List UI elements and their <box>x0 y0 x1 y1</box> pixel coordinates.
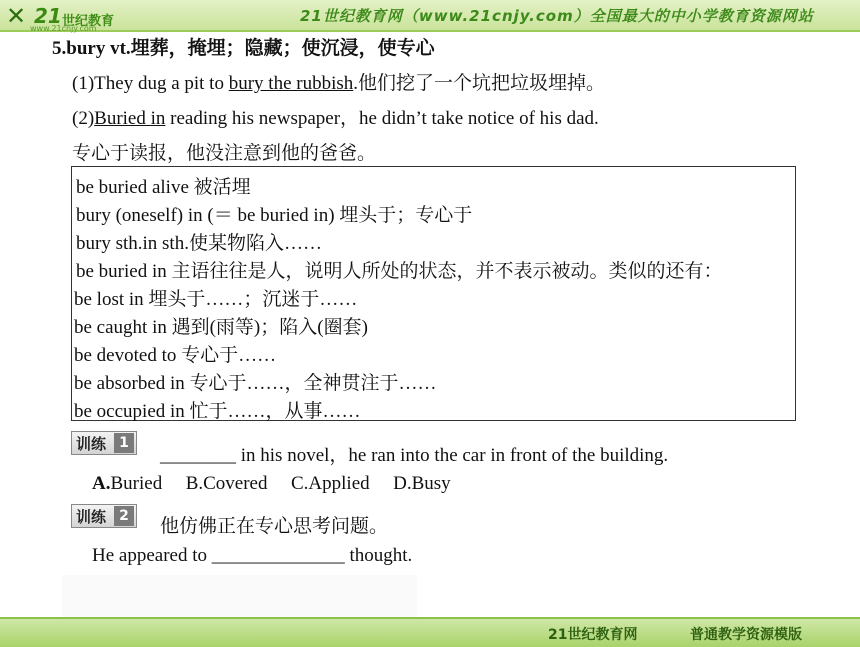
header-title: 21世纪教育网（www.21cnjy.com）全国最大的中小学教育资源网站 <box>300 7 814 25</box>
phrase-line: bury sth.in sth.使某物陷入…… <box>76 233 322 254</box>
practice-2-tag <box>71 504 137 528</box>
practice-2-label: 训练 <box>76 508 107 526</box>
example-2-underlined: Buried in <box>94 108 166 129</box>
option-a: Buried <box>110 473 163 494</box>
option-d: D.Busy <box>393 473 451 494</box>
practice-2-answer: He appeared to ______________ thought. <box>92 545 413 566</box>
practice-1-stem: ________ in his novel，he ran into the car in front of the building. <box>160 445 669 466</box>
logo-text: 世纪教育 <box>62 14 115 29</box>
phrase-line: be buried alive 被活埋 <box>76 177 251 198</box>
site-logo <box>6 2 156 36</box>
practice-1-label: 训练 <box>76 435 107 453</box>
option-a-letter: A. <box>92 473 111 494</box>
header-bar <box>0 0 860 32</box>
phrase-box <box>71 166 796 421</box>
entry-headword: 5.bury vt.埋葬，掩埋；隐藏；使沉浸，使专心 <box>52 38 435 59</box>
footer-template-name: 普通教学资源模版 <box>690 627 802 643</box>
example-2-suffix: reading his newspaper，he didn’t take notice of his dad. <box>165 108 599 129</box>
footer-site-name: 21世纪教育网 <box>548 627 638 643</box>
example-1 <box>72 68 605 95</box>
example-1-prefix: (1)They dug a pit to <box>72 73 229 94</box>
phrase-line: be occupied in 忙于……，从事…… <box>74 401 361 422</box>
example-2-prefix: (2) <box>72 108 95 129</box>
practice-2-stem: 他仿佛正在专心思考问题。 <box>160 516 389 537</box>
practice-1-number: 1 <box>114 433 134 453</box>
phrase-line: be absorbed in 专心于……，全神贯注于…… <box>74 373 437 394</box>
practice-1-tag <box>71 431 137 455</box>
phrase-line: be devoted to 专心于…… <box>74 345 277 366</box>
faded-area <box>62 575 417 617</box>
logo-mark: ✕ <box>6 2 27 30</box>
example-2 <box>72 103 599 130</box>
phrase-line: be caught in 遇到(雨等)；陷入(圈套) <box>74 317 368 338</box>
option-b: B.Covered <box>185 473 268 494</box>
option-c: C.Applied <box>291 473 370 494</box>
phrase-line: bury (oneself) in (＝ be buried in) 埋头于；专心于 <box>76 205 473 226</box>
phrase-line: be lost in 埋头于……；沉迷于…… <box>74 289 358 310</box>
footer-bar <box>0 617 860 647</box>
example-1-underlined: bury the rubbish <box>228 73 354 94</box>
logo-number: 21 <box>34 4 62 28</box>
practice-1-options <box>92 473 451 495</box>
example-2-translation: 专心于读报，他没注意到他的爸爸。 <box>72 143 377 164</box>
phrase-line: be buried in 主语往往是人，说明人所处的状态，并不表示被动。类似的还有： <box>76 261 723 282</box>
example-1-suffix: .他们挖了一个坑把垃圾埋掉。 <box>353 73 606 94</box>
logo-url: www.21cnjy.com <box>30 24 97 33</box>
practice-2-number: 2 <box>114 506 134 526</box>
